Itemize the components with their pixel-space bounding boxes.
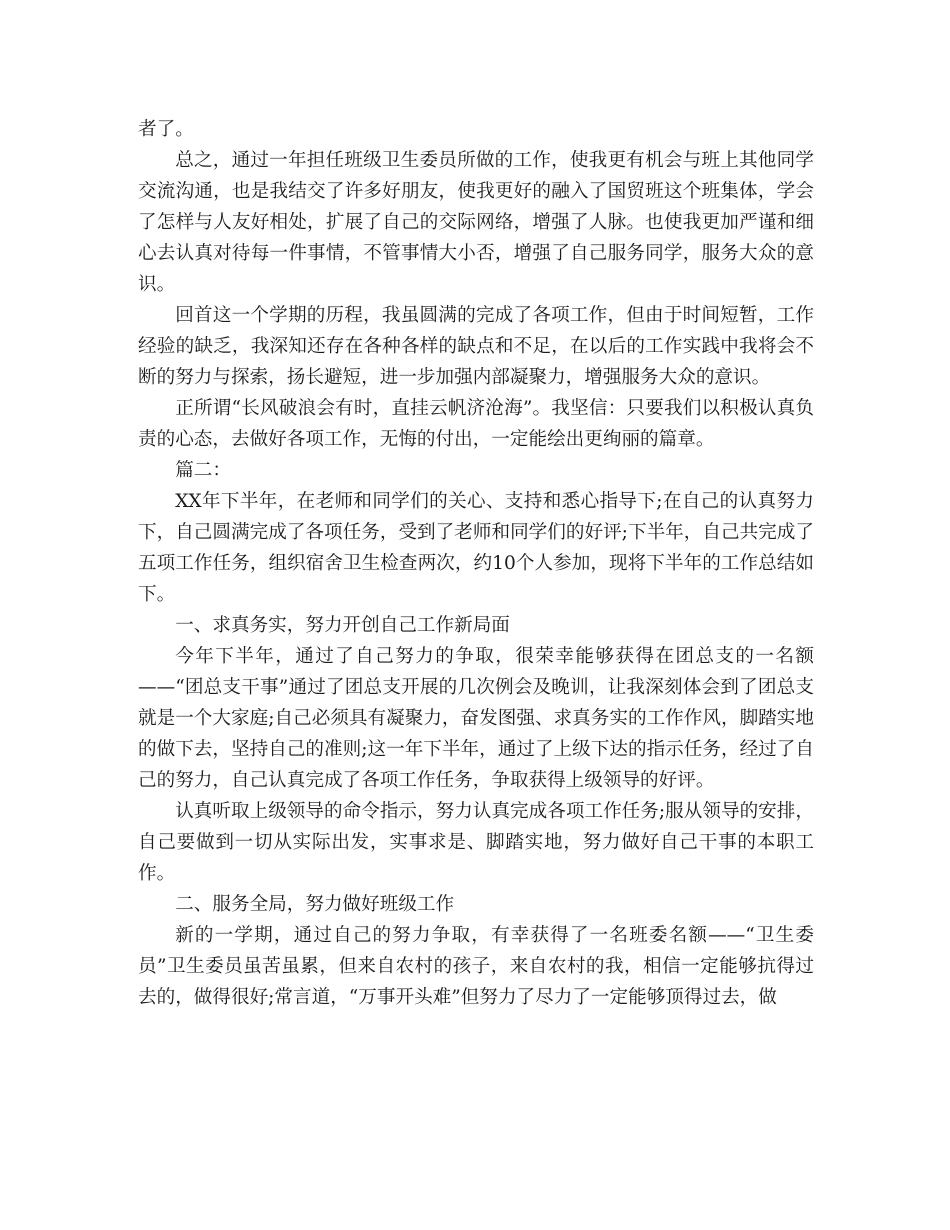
paragraph-quote: 正所谓“长风破浪会有时，直挂云帆济沧海”。我坚信：只要我们以积极认真负责的心态，去做好各项工作，无悔的付出，一定能绘出更绚丽的篇章。 [138, 398, 814, 450]
paragraph-review: 回首这一个学期的历程，我虽圆满的完成了各项工作，但由于时间短暂，工作经验的缺乏，我深知还存在各种各样的缺点和不足，在以后的工作实践中我将会不断的努力与探索，扬长避短，进一步加强内部凝聚力，增强服务大众的意识。 [138, 305, 814, 388]
section-heading-part-two: 篇二： [175, 460, 231, 481]
paragraph-class-work: 新的一学期，通过自己的努力争取，有幸获得了一名班委名额——“卫生委员”卫生委员虽苦虽累，但来自农村的孩子，来自农村的我，相信一定能够抗得过去的，做得很好;常言道，“万事开头难”但努力了尽力了一定能够顶得过去，做 [138, 925, 814, 1008]
paragraph-summary: 总之，通过一年担任班级卫生委员所做的工作，使我更有机会与班上其他同学交流沟通，也是我结交了许多好朋友，使我更好的融入了国贸班这个班集体，学会了怎样与人友好相处，扩展了自己的交际网络，增强了人脉。也使我更加严谨和细心去认真对待每一件事情，不管事情大小否，增强了自己服务同学，服务大众的意识。 [138, 150, 814, 295]
section-heading-two: 二、服务全局，努力做好班级工作 [175, 894, 455, 915]
document-page [138, 114, 814, 1013]
paragraph-instructions: 认真听取上级领导的命令指示，努力认真完成各项工作任务;服从领导的安排，自己要做到一切从实际出发，实事求是、脚踏实地，努力做好自己干事的本职工作。 [138, 801, 814, 884]
paragraph-intro: XX年下半年，在老师和同学们的关心、支持和悉心指导下;在自己的认真努力下，自己圆满完成了各项任务，受到了老师和同学们的好评;下半年，自己共完成了五项工作任务，组织宿舍卫生检查两次，约10个人参加，现将下半年的工作总结如下。 [138, 491, 814, 605]
paragraph-league-work: 今年下半年，通过了自己努力的争取，很荣幸能够获得在团总支的一名额——“团总支干事”通过了团总支开展的几次例会及晚训，让我深刻体会到了团总支就是一个大家庭;自己必须具有凝聚力，奋发图强、求真务实的工作作风，脚踏实地的做下去，坚持自己的准则;这一年下半年，通过了上级下达的指示任务，经过了自己的努力，自己认真完成了各项工作任务，争取获得上级领导的好评。 [138, 646, 814, 791]
section-heading-one: 一、求真务实，努力开创自己工作新局面 [175, 615, 510, 636]
paragraph-continuation: 者了。 [138, 119, 194, 140]
